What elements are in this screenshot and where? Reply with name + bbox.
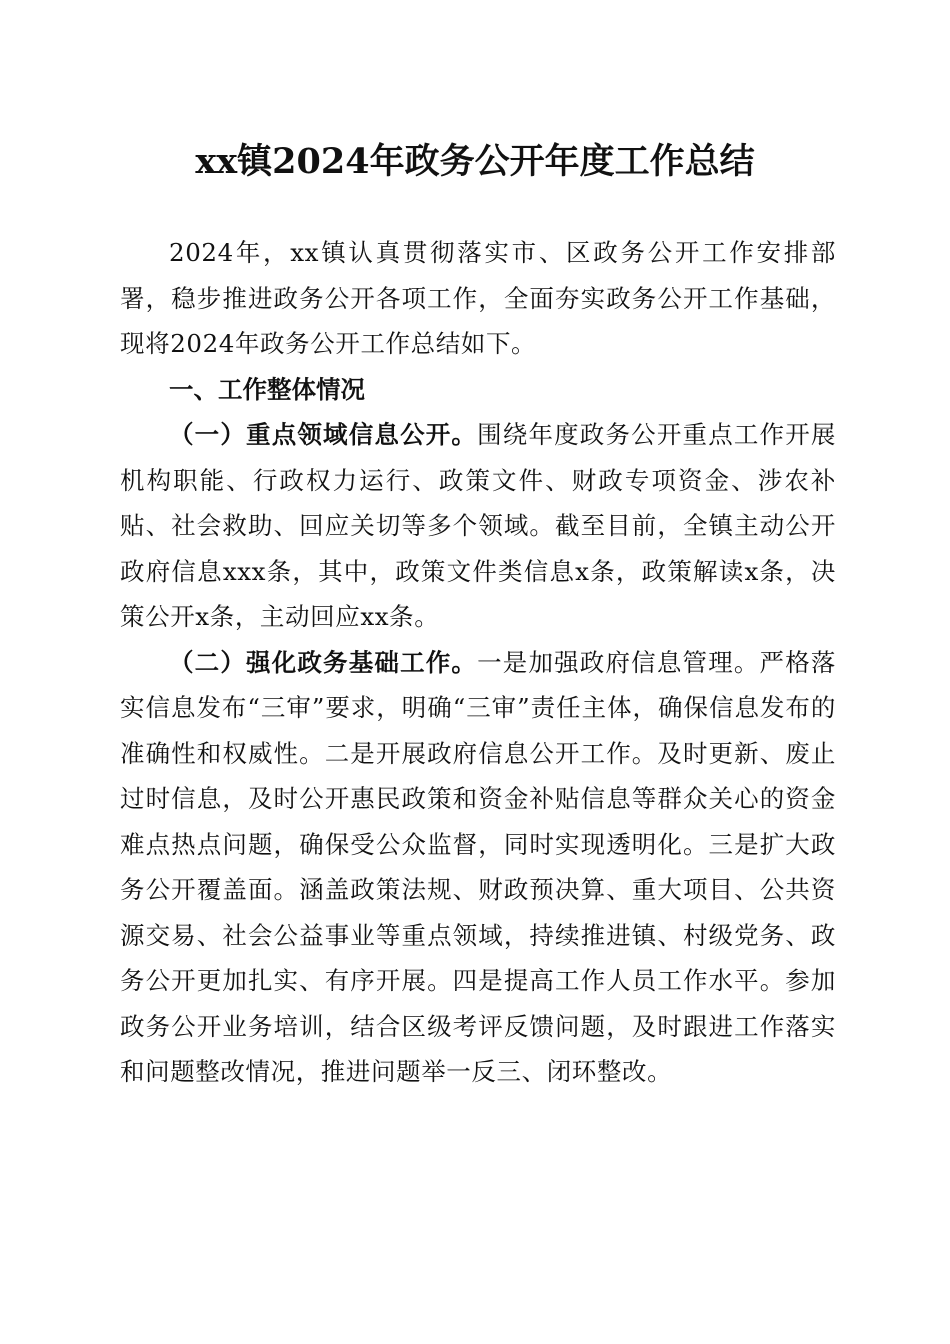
intro-paragraph: 2024年，xx镇认真贯彻落实市、区政务公开工作安排部署，稳步推进政务公开各项工作，全面夯实政务公开工作基础，现将2024年政务公开工作总结如下。 — [120, 238, 836, 358]
section-item-2-title: （二）强化政务基础工作。 — [169, 647, 478, 677]
section-item-2-text: 一是加强政府信息管理。严格落实信息发布“三审”要求，明确“三审”责任主体，确保信息发布的准确性和权威性。二是开展政府信息公开工作。及时更新、废止过时信息，及时公开惠民政策和资金补贴信息等群众关心的资金难点热点问题，确保受公众监督，同时实现透明化。三是扩大政务公开覆盖面。涵盖政策法规、财政预决算、重大项目、公共资源交易、社会公益事业等重点领域，持续推进镇、村级党务、政务公开更加扎实、有序开展。四是提高工作人员工作水平。参加政务公开业务培训，结合区级考评反馈问题，及时跟进工作落实和问题整改情况，推进问题举一反三、闭环整改。 — [120, 647, 836, 1086]
section-item-1 — [120, 412, 836, 640]
section-heading: 一、工作整体情况 — [169, 374, 365, 404]
document-title: xx镇2024年政务公开年度工作总结 — [195, 141, 755, 182]
section-item-1-title: （一）重点领域信息公开。 — [169, 420, 478, 449]
document-body — [120, 230, 836, 1095]
section-item-2 — [120, 640, 836, 1095]
section-item-1-text: 围绕年度政务公开重点工作开展机构职能、行政权力运行、政策文件、财政专项资金、涉农补贴、社会救助、回应关切等多个领域。截至目前，全镇主动公开政府信息xxx条，其中，政策文件类信息x条，政策解读x条，决策公开x条，主动回应xx条。 — [120, 420, 836, 631]
